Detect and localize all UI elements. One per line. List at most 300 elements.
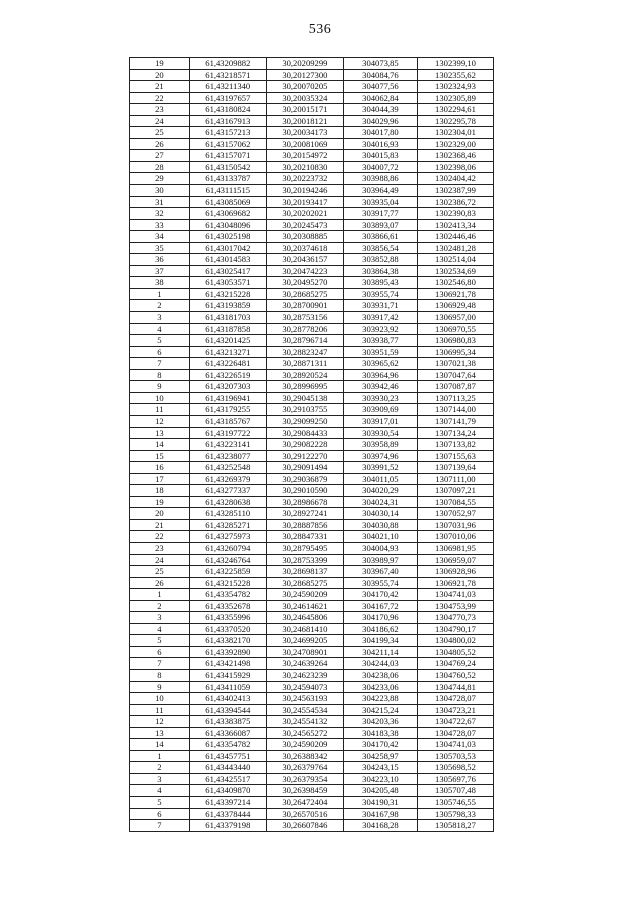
longitude-cell: 30,26607846	[266, 820, 343, 832]
x-coordinate-cell: 304077,56	[343, 81, 417, 93]
latitude-cell: 61,43218571	[189, 69, 266, 81]
x-coordinate-cell: 303942,46	[343, 381, 417, 393]
x-coordinate-cell: 303991,52	[343, 462, 417, 474]
table-row	[130, 196, 494, 208]
latitude-cell: 61,43157062	[189, 138, 266, 150]
latitude-cell: 61,43185767	[189, 415, 266, 427]
x-coordinate-cell: 304016,93	[343, 138, 417, 150]
longitude-cell: 30,28685275	[266, 288, 343, 300]
longitude-cell: 30,20202021	[266, 208, 343, 220]
longitude-cell: 30,20474223	[266, 265, 343, 277]
x-coordinate-cell: 303931,71	[343, 300, 417, 312]
latitude-cell: 61,43246764	[189, 554, 266, 566]
longitude-cell: 30,20034173	[266, 127, 343, 139]
y-coordinate-cell: 1306995,34	[417, 346, 493, 358]
x-coordinate-cell: 304024,31	[343, 496, 417, 508]
latitude-cell: 61,43425517	[189, 773, 266, 785]
table-row	[130, 92, 494, 104]
latitude-cell: 61,43378444	[189, 808, 266, 820]
y-coordinate-cell: 1305697,76	[417, 773, 493, 785]
point-number-cell: 9	[130, 681, 190, 693]
point-number-cell: 7	[130, 820, 190, 832]
longitude-cell: 30,20194246	[266, 185, 343, 197]
latitude-cell: 61,43354782	[189, 589, 266, 601]
point-number-cell: 23	[130, 542, 190, 554]
point-number-cell: 15	[130, 450, 190, 462]
longitude-cell: 30,26388342	[266, 750, 343, 762]
table-row	[130, 450, 494, 462]
latitude-cell: 61,43352678	[189, 600, 266, 612]
y-coordinate-cell: 1307113,25	[417, 392, 493, 404]
longitude-cell: 30,24614621	[266, 600, 343, 612]
y-coordinate-cell: 1302390,83	[417, 208, 493, 220]
x-coordinate-cell: 303967,40	[343, 566, 417, 578]
point-number-cell: 31	[130, 196, 190, 208]
point-number-cell: 1	[130, 750, 190, 762]
latitude-cell: 61,43383875	[189, 716, 266, 728]
x-coordinate-cell: 304015,83	[343, 150, 417, 162]
x-coordinate-cell: 304073,85	[343, 58, 417, 70]
point-number-cell: 21	[130, 519, 190, 531]
table-row	[130, 58, 494, 70]
latitude-cell: 61,43167913	[189, 115, 266, 127]
x-coordinate-cell: 304215,24	[343, 704, 417, 716]
y-coordinate-cell: 1302294,61	[417, 104, 493, 116]
point-number-cell: 5	[130, 635, 190, 647]
longitude-cell: 30,29091494	[266, 462, 343, 474]
table-row	[130, 427, 494, 439]
point-number-cell: 5	[130, 797, 190, 809]
longitude-cell: 30,29045138	[266, 392, 343, 404]
y-coordinate-cell: 1302355,62	[417, 69, 493, 81]
x-coordinate-cell: 303958,89	[343, 439, 417, 451]
longitude-cell: 30,20015171	[266, 104, 343, 116]
latitude-cell: 61,43181703	[189, 312, 266, 324]
y-coordinate-cell: 1302304,01	[417, 127, 493, 139]
x-coordinate-cell: 304167,72	[343, 600, 417, 612]
x-coordinate-cell: 303852,88	[343, 254, 417, 266]
point-number-cell: 6	[130, 808, 190, 820]
point-number-cell: 30	[130, 185, 190, 197]
y-coordinate-cell: 1305707,48	[417, 785, 493, 797]
x-coordinate-cell: 304062,84	[343, 92, 417, 104]
table-row	[130, 739, 494, 751]
longitude-cell: 30,29084433	[266, 427, 343, 439]
longitude-cell: 30,24594073	[266, 681, 343, 693]
x-coordinate-cell: 304211,14	[343, 646, 417, 658]
point-number-cell: 4	[130, 323, 190, 335]
x-coordinate-cell: 303917,77	[343, 208, 417, 220]
longitude-cell: 30,24623239	[266, 669, 343, 681]
x-coordinate-cell: 304238,06	[343, 669, 417, 681]
latitude-cell: 61,43207303	[189, 381, 266, 393]
table-row	[130, 323, 494, 335]
table-row	[130, 785, 494, 797]
point-number-cell: 19	[130, 496, 190, 508]
table-row	[130, 81, 494, 93]
point-number-cell: 11	[130, 404, 190, 416]
longitude-cell: 30,20209299	[266, 58, 343, 70]
longitude-cell: 30,20154972	[266, 150, 343, 162]
longitude-cell: 30,24639264	[266, 658, 343, 670]
longitude-cell: 30,28753399	[266, 554, 343, 566]
y-coordinate-cell: 1306980,83	[417, 335, 493, 347]
point-number-cell: 17	[130, 473, 190, 485]
table-row	[130, 404, 494, 416]
table-row	[130, 669, 494, 681]
table-row	[130, 485, 494, 497]
latitude-cell: 61,43392890	[189, 646, 266, 658]
table-row	[130, 693, 494, 705]
x-coordinate-cell: 303964,49	[343, 185, 417, 197]
y-coordinate-cell: 1306970,55	[417, 323, 493, 335]
latitude-cell: 61,43411059	[189, 681, 266, 693]
point-number-cell: 1	[130, 288, 190, 300]
y-coordinate-cell: 1304728,07	[417, 727, 493, 739]
latitude-cell: 61,43197722	[189, 427, 266, 439]
table-row	[130, 658, 494, 670]
longitude-cell: 30,24590209	[266, 739, 343, 751]
y-coordinate-cell: 1307097,21	[417, 485, 493, 497]
x-coordinate-cell: 304170,42	[343, 739, 417, 751]
point-number-cell: 20	[130, 69, 190, 81]
longitude-cell: 30,26379764	[266, 762, 343, 774]
longitude-cell: 30,20081069	[266, 138, 343, 150]
table-row	[130, 635, 494, 647]
y-coordinate-cell: 1302514,04	[417, 254, 493, 266]
point-number-cell: 4	[130, 623, 190, 635]
table-row	[130, 439, 494, 451]
y-coordinate-cell: 1305746,55	[417, 797, 493, 809]
latitude-cell: 61,43085069	[189, 196, 266, 208]
latitude-cell: 61,43397214	[189, 797, 266, 809]
longitude-cell: 30,24708901	[266, 646, 343, 658]
point-number-cell: 34	[130, 231, 190, 243]
table-row	[130, 115, 494, 127]
latitude-cell: 61,43421498	[189, 658, 266, 670]
x-coordinate-cell: 304168,28	[343, 820, 417, 832]
longitude-cell: 30,28887856	[266, 519, 343, 531]
y-coordinate-cell: 1304722,67	[417, 716, 493, 728]
point-number-cell: 32	[130, 208, 190, 220]
x-coordinate-cell: 304029,96	[343, 115, 417, 127]
latitude-cell: 61,43069682	[189, 208, 266, 220]
longitude-cell: 30,24681410	[266, 623, 343, 635]
point-number-cell: 28	[130, 161, 190, 173]
x-coordinate-cell: 303866,61	[343, 231, 417, 243]
longitude-cell: 30,29099250	[266, 415, 343, 427]
point-number-cell: 22	[130, 531, 190, 543]
y-coordinate-cell: 1304760,52	[417, 669, 493, 681]
table-row	[130, 208, 494, 220]
y-coordinate-cell: 1305703,53	[417, 750, 493, 762]
table-row	[130, 335, 494, 347]
longitude-cell: 30,20374618	[266, 242, 343, 254]
y-coordinate-cell: 1306921,78	[417, 577, 493, 589]
table-row	[130, 808, 494, 820]
y-coordinate-cell: 1304805,52	[417, 646, 493, 658]
point-number-cell: 2	[130, 600, 190, 612]
y-coordinate-cell: 1307087,87	[417, 381, 493, 393]
longitude-cell: 30,24645806	[266, 612, 343, 624]
point-number-cell: 2	[130, 300, 190, 312]
table-row	[130, 531, 494, 543]
longitude-cell: 30,28996995	[266, 381, 343, 393]
latitude-cell: 61,43187858	[189, 323, 266, 335]
x-coordinate-cell: 304244,03	[343, 658, 417, 670]
x-coordinate-cell: 303965,62	[343, 358, 417, 370]
latitude-cell: 61,43025198	[189, 231, 266, 243]
x-coordinate-cell: 303988,86	[343, 173, 417, 185]
y-coordinate-cell: 1305698,52	[417, 762, 493, 774]
longitude-cell: 30,29010590	[266, 485, 343, 497]
latitude-cell: 61,43382170	[189, 635, 266, 647]
longitude-cell: 30,28927241	[266, 508, 343, 520]
point-number-cell: 9	[130, 381, 190, 393]
table-row	[130, 265, 494, 277]
table-row	[130, 150, 494, 162]
y-coordinate-cell: 1304723,21	[417, 704, 493, 716]
latitude-cell: 61,43133787	[189, 173, 266, 185]
x-coordinate-cell: 303938,77	[343, 335, 417, 347]
point-number-cell: 12	[130, 716, 190, 728]
y-coordinate-cell: 1306929,48	[417, 300, 493, 312]
point-number-cell: 26	[130, 577, 190, 589]
longitude-cell: 30,28986678	[266, 496, 343, 508]
point-number-cell: 13	[130, 427, 190, 439]
latitude-cell: 61,43277337	[189, 485, 266, 497]
longitude-cell: 30,24554132	[266, 716, 343, 728]
table-row	[130, 623, 494, 635]
latitude-cell: 61,43201425	[189, 335, 266, 347]
longitude-cell: 30,28753156	[266, 312, 343, 324]
point-number-cell: 35	[130, 242, 190, 254]
longitude-cell: 30,28920524	[266, 369, 343, 381]
point-number-cell: 10	[130, 392, 190, 404]
y-coordinate-cell: 1307084,55	[417, 496, 493, 508]
x-coordinate-cell: 303909,69	[343, 404, 417, 416]
point-number-cell: 29	[130, 173, 190, 185]
table-row	[130, 554, 494, 566]
latitude-cell: 61,43180824	[189, 104, 266, 116]
point-number-cell: 22	[130, 92, 190, 104]
longitude-cell: 30,28823247	[266, 346, 343, 358]
y-coordinate-cell: 1304800,02	[417, 635, 493, 647]
point-number-cell: 19	[130, 58, 190, 70]
latitude-cell: 61,43014583	[189, 254, 266, 266]
point-number-cell: 14	[130, 439, 190, 451]
x-coordinate-cell: 304030,14	[343, 508, 417, 520]
table-row	[130, 820, 494, 832]
y-coordinate-cell: 1302295,78	[417, 115, 493, 127]
point-number-cell: 18	[130, 485, 190, 497]
y-coordinate-cell: 1304753,99	[417, 600, 493, 612]
point-number-cell: 7	[130, 658, 190, 670]
table-row	[130, 138, 494, 150]
latitude-cell: 61,43048096	[189, 219, 266, 231]
table-row	[130, 288, 494, 300]
table-row	[130, 750, 494, 762]
table-row	[130, 185, 494, 197]
x-coordinate-cell: 303917,01	[343, 415, 417, 427]
table-row	[130, 681, 494, 693]
table-row	[130, 415, 494, 427]
latitude-cell: 61,43215228	[189, 577, 266, 589]
x-coordinate-cell: 304044,39	[343, 104, 417, 116]
latitude-cell: 61,43213271	[189, 346, 266, 358]
x-coordinate-cell: 304190,31	[343, 797, 417, 809]
table-row	[130, 127, 494, 139]
y-coordinate-cell: 1302324,93	[417, 81, 493, 93]
longitude-cell: 30,24565272	[266, 727, 343, 739]
table-row	[130, 381, 494, 393]
y-coordinate-cell: 1306981,95	[417, 542, 493, 554]
x-coordinate-cell: 303951,59	[343, 346, 417, 358]
y-coordinate-cell: 1302481,28	[417, 242, 493, 254]
x-coordinate-cell: 303930,23	[343, 392, 417, 404]
longitude-cell: 30,20070205	[266, 81, 343, 93]
y-coordinate-cell: 1307144,00	[417, 404, 493, 416]
y-coordinate-cell: 1307010,06	[417, 531, 493, 543]
latitude-cell: 61,43415929	[189, 669, 266, 681]
y-coordinate-cell: 1307141,79	[417, 415, 493, 427]
point-number-cell: 24	[130, 554, 190, 566]
y-coordinate-cell: 1304790,17	[417, 623, 493, 635]
latitude-cell: 61,43111515	[189, 185, 266, 197]
point-number-cell: 11	[130, 704, 190, 716]
y-coordinate-cell: 1302368,46	[417, 150, 493, 162]
longitude-cell: 30,24699205	[266, 635, 343, 647]
latitude-cell: 61,43215228	[189, 288, 266, 300]
table-row	[130, 312, 494, 324]
longitude-cell: 30,20127300	[266, 69, 343, 81]
y-coordinate-cell: 1307133,82	[417, 439, 493, 451]
x-coordinate-cell: 304170,96	[343, 612, 417, 624]
table-row	[130, 231, 494, 243]
x-coordinate-cell: 304004,93	[343, 542, 417, 554]
table-row	[130, 242, 494, 254]
x-coordinate-cell: 304183,38	[343, 727, 417, 739]
longitude-cell: 30,28700901	[266, 300, 343, 312]
x-coordinate-cell: 304199,34	[343, 635, 417, 647]
latitude-cell: 61,43370520	[189, 623, 266, 635]
longitude-cell: 30,29036879	[266, 473, 343, 485]
y-coordinate-cell: 1302329,00	[417, 138, 493, 150]
latitude-cell: 61,43211340	[189, 81, 266, 93]
x-coordinate-cell: 304223,88	[343, 693, 417, 705]
x-coordinate-cell: 304017,80	[343, 127, 417, 139]
longitude-cell: 30,24563193	[266, 693, 343, 705]
x-coordinate-cell: 303856,54	[343, 242, 417, 254]
y-coordinate-cell: 1302399,10	[417, 58, 493, 70]
point-number-cell: 25	[130, 566, 190, 578]
y-coordinate-cell: 1302446,46	[417, 231, 493, 243]
latitude-cell: 61,43409870	[189, 785, 266, 797]
table-row	[130, 496, 494, 508]
point-number-cell: 24	[130, 115, 190, 127]
point-number-cell: 8	[130, 369, 190, 381]
x-coordinate-cell: 303955,74	[343, 288, 417, 300]
longitude-cell: 30,24590209	[266, 589, 343, 601]
point-number-cell: 33	[130, 219, 190, 231]
table-row	[130, 104, 494, 116]
y-coordinate-cell: 1307111,00	[417, 473, 493, 485]
y-coordinate-cell: 1307047,64	[417, 369, 493, 381]
latitude-cell: 61,43366087	[189, 727, 266, 739]
x-coordinate-cell: 304258,97	[343, 750, 417, 762]
longitude-cell: 30,20210830	[266, 161, 343, 173]
point-number-cell: 3	[130, 312, 190, 324]
point-number-cell: 23	[130, 104, 190, 116]
table-row	[130, 612, 494, 624]
table-row	[130, 577, 494, 589]
latitude-cell: 61,43275973	[189, 531, 266, 543]
table-row	[130, 173, 494, 185]
latitude-cell: 61,43269379	[189, 473, 266, 485]
table-row	[130, 566, 494, 578]
table-row	[130, 508, 494, 520]
page-number: 536	[308, 22, 332, 37]
y-coordinate-cell: 1304744,81	[417, 681, 493, 693]
y-coordinate-cell: 1304770,73	[417, 612, 493, 624]
y-coordinate-cell: 1306921,78	[417, 288, 493, 300]
y-coordinate-cell: 1307134,24	[417, 427, 493, 439]
table-row	[130, 473, 494, 485]
latitude-cell: 61,43157071	[189, 150, 266, 162]
x-coordinate-cell: 304233,06	[343, 681, 417, 693]
y-coordinate-cell: 1306957,00	[417, 312, 493, 324]
table-row	[130, 773, 494, 785]
x-coordinate-cell: 304167,98	[343, 808, 417, 820]
y-coordinate-cell: 1302387,99	[417, 185, 493, 197]
table-row	[130, 161, 494, 173]
table-row	[130, 589, 494, 601]
table-row	[130, 346, 494, 358]
y-coordinate-cell: 1307139,64	[417, 462, 493, 474]
table-row	[130, 300, 494, 312]
x-coordinate-cell: 303917,42	[343, 312, 417, 324]
latitude-cell: 61,43252548	[189, 462, 266, 474]
latitude-cell: 61,43025417	[189, 265, 266, 277]
latitude-cell: 61,43457751	[189, 750, 266, 762]
x-coordinate-cell: 304205,48	[343, 785, 417, 797]
x-coordinate-cell: 303989,97	[343, 554, 417, 566]
coordinates-table-body	[130, 58, 494, 832]
table-row	[130, 704, 494, 716]
y-coordinate-cell: 1305818,27	[417, 820, 493, 832]
point-number-cell: 36	[130, 254, 190, 266]
point-number-cell: 4	[130, 785, 190, 797]
longitude-cell: 30,28698137	[266, 566, 343, 578]
x-coordinate-cell: 304011,05	[343, 473, 417, 485]
latitude-cell: 61,43402413	[189, 693, 266, 705]
longitude-cell: 30,29103755	[266, 404, 343, 416]
x-coordinate-cell: 304084,76	[343, 69, 417, 81]
point-number-cell: 38	[130, 277, 190, 289]
latitude-cell: 61,43193859	[189, 300, 266, 312]
point-number-cell: 16	[130, 462, 190, 474]
point-number-cell: 2	[130, 762, 190, 774]
latitude-cell: 61,43354782	[189, 739, 266, 751]
point-number-cell: 8	[130, 669, 190, 681]
x-coordinate-cell: 304203,36	[343, 716, 417, 728]
latitude-cell: 61,43017042	[189, 242, 266, 254]
longitude-cell: 30,28685275	[266, 577, 343, 589]
longitude-cell: 30,26379354	[266, 773, 343, 785]
table-row	[130, 254, 494, 266]
y-coordinate-cell: 1302398,06	[417, 161, 493, 173]
point-number-cell: 37	[130, 265, 190, 277]
